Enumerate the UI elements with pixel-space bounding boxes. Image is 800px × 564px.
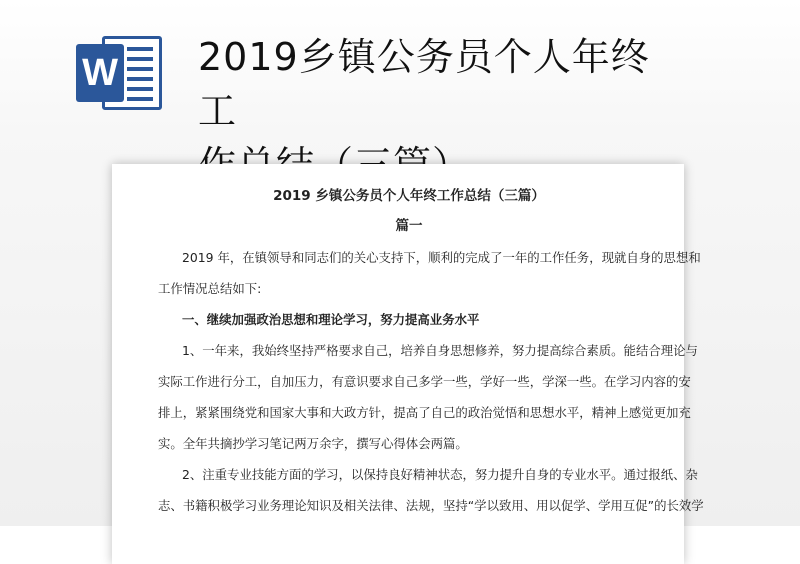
document-body (158, 182, 704, 521)
paragraph-line: 排上，紧紧围绕党和国家大事和大政方针，提高了自己的政治觉悟和思想水平，精神上感觉更加充 (158, 405, 691, 420)
document-title: 2019 乡镇公务员个人年终工作总结（三篇） (273, 188, 545, 204)
paragraph-line: 志、书籍积极学习业务理论知识及相关法律、法规，坚持“学以致用、用以促学、学用互促”的长效学 (158, 498, 704, 513)
banner-title-line-1: 2019乡镇公务员个人年终工 (198, 35, 650, 133)
paragraph-line: 工作情况总结如下: (158, 281, 262, 296)
paragraph-line: 实际工作进行分工，自加压力，有意识要求自己多学一些，学好一些，学深一些。在学习内容的安 (158, 374, 691, 389)
paragraph-line: 1、一年来，我始终坚持严格要求自己，培养自身思想修养，努力提高综合素质。能结合理论与 (182, 343, 698, 358)
document-subtitle: 篇一 (395, 218, 423, 234)
section-heading: 一、继续加强政治思想和理论学习，努力提高业务水平 (182, 312, 480, 327)
document-page (112, 164, 704, 564)
word-document-icon (76, 32, 166, 114)
paragraph-line: 实。全年共摘抄学习笔记两万余字，撰写心得体会两篇。 (158, 436, 468, 451)
word-badge-letter: W (76, 44, 124, 102)
paragraph-line: 2、注重专业技能方面的学习，以保持良好精神状态，努力提升自身的专业水平。通过报纸、杂 (182, 467, 698, 482)
paragraph-line: 2019 年，在镇领导和同志们的关心支持下，顺利的完成了一年的工作任务，现就自身的思想和 (182, 250, 701, 265)
